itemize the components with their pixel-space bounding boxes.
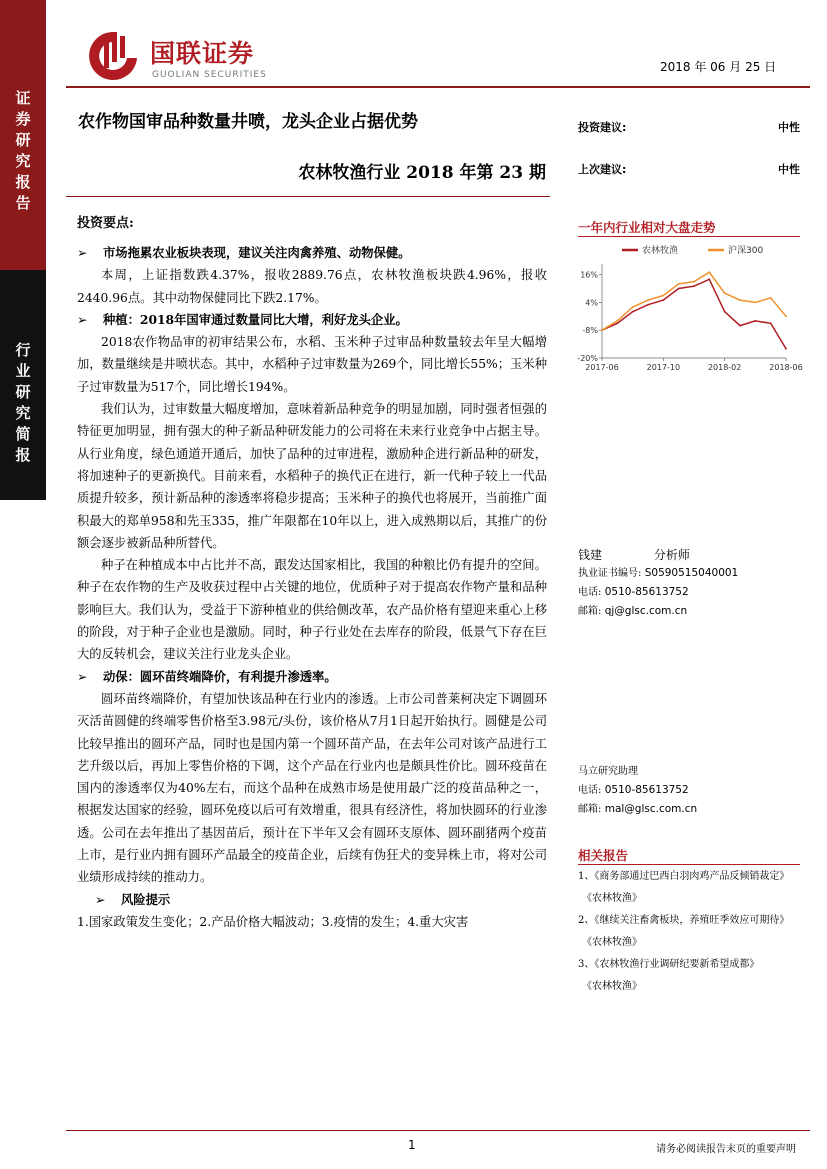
rating-current-value: 中性 <box>778 121 800 134</box>
analyst-block-1 <box>578 546 800 621</box>
data-point <box>739 299 741 301</box>
data-point <box>754 320 756 322</box>
data-point <box>662 295 664 297</box>
data-point <box>770 297 772 299</box>
paragraph-vaccine: 圆环苗终端降价，有望加快该品种在行业内的渗透。上市公司普莱柯决定下调圆环灭活苗圆健的终端零售价格至3.98元/头份，该价格从7月1日起开始执行。圆健是公司比较早推出的圆环产品，同时也是国内第一个圆环苗产品，在去年公司对该产品进行工艺升级以后，再加上零售价格的下调，这个产品在行业内也是颇具性价比。圆环疫苗在国内的渗透率仅为40%左右，而这个品种在成熟市场是使用最广泛的疫苗品种之一，根据发达国家的经验，圆环免疫以后可有效增重，很具有经济性，将加快圆环的行业渗透。公司在去年推出了基因苗后，预计在下半年又会有圆环支原体、圆环副猪两个疫苗上市，是行业内拥有圆环产品最全的疫苗企业，后续有伪狂犬的变异株上市，将对公司业绩形成持续的推动力。 <box>77 691 547 885</box>
report-title: 农作物国审品种数量井喷，龙头企业占据优势 <box>78 112 418 132</box>
legend-label: 农林牧渔 <box>642 246 679 256</box>
arrow-icon: ➢ <box>77 246 88 260</box>
data-point <box>678 288 680 290</box>
analyst-block-2 <box>578 762 800 819</box>
analyst-1-phone: 电话: 0510-85613752 <box>578 586 689 598</box>
brand-name: 国联证券 <box>150 39 255 68</box>
related-heading-rule <box>578 864 800 865</box>
analyst-1-title: 分析师 <box>653 548 690 562</box>
relative-performance-chart <box>574 240 804 380</box>
paragraph-competition: 我们认为，过审数量大幅度增加，意味着新品种竞争的明显加剧，同时强者恒强的特征更加明显，拥有强大的种子新品种研发能力的公司将在未来行业竞争中占据主导。从行业角度，绿色通道开通后，加快了品种的过审进程，激励种企进行新品种的研发，将加速种子的更新换代。目前来看，水稻种子的换代正在进行，新一代种子较上一代品质提升较多，预计新品种的渗透率将稳步提高；玉米种子的换代也将展开，当前推广面积最大的郑单958和先玉335，推广年限都在10年以上，进入成熟期以后，其推广的份额会逐步被新品种所替代。 <box>77 402 547 550</box>
summary-heading: 投资要点: <box>77 216 134 231</box>
data-point <box>785 348 787 350</box>
bullet-risk: ➢ 风险提示 <box>77 889 547 911</box>
related-report-category: 《农林牧渔》 <box>582 981 642 992</box>
data-point <box>616 322 618 324</box>
rating-current-label: 投资建议: <box>578 121 627 134</box>
rating-previous <box>578 161 800 177</box>
page-number: 1 <box>408 1138 416 1152</box>
report-date: 2018 年 06 月 25 日 <box>660 60 777 74</box>
y-tick-label: -20% <box>577 354 598 363</box>
bullet-animal-health: ➢ 动保：圆环苗终端降价，有利提升渗透率。 <box>77 666 547 688</box>
sidebar-label-industry-brief: 行业研究简报 <box>15 341 31 464</box>
data-point <box>693 285 695 287</box>
data-point <box>708 278 710 280</box>
paragraph-approval: 2018农作物品审的初审结果公布，水稻、玉米种子过审品种数量较去年呈大幅增加，数量继续是井喷状态。其中，水稻种子过审数量为269个，同比增长55%；玉米种子过审数量为517个，同比增长194%。 <box>77 335 547 394</box>
analyst-1-email[interactable]: 邮箱: qj@glsc.com.cn <box>578 605 688 617</box>
related-report-item[interactable]: 1、《商务部通过巴西白羽肉鸡产品反倾销裁定》 <box>578 871 790 882</box>
analyst-2-email[interactable]: 邮箱: mal@glsc.com.cn <box>578 803 698 815</box>
y-tick-label: -8% <box>582 326 598 336</box>
data-point <box>739 325 741 327</box>
rating-previous-value: 中性 <box>778 163 800 176</box>
sidebar-top-band <box>0 0 46 270</box>
title-divider <box>66 196 550 197</box>
data-point <box>632 311 634 313</box>
rating-previous-label: 上次建议: <box>578 163 627 176</box>
footer-divider <box>66 1130 810 1131</box>
data-point <box>693 281 695 283</box>
series-line-agriculture <box>602 279 786 348</box>
data-point <box>632 306 634 308</box>
header-divider <box>66 86 810 88</box>
data-point <box>647 299 649 301</box>
x-tick-label: 2018-02 <box>707 363 742 372</box>
data-point <box>708 271 710 273</box>
data-point <box>662 299 664 301</box>
report-subtitle: 农林牧渔行业 2018 年第 23 期 <box>298 163 546 183</box>
sidebar-label-research-report: 证券研究报告 <box>15 89 31 212</box>
related-reports-list <box>578 866 808 998</box>
analyst-2-phone: 电话: 0510-85613752 <box>578 784 689 796</box>
y-tick-label: 4% <box>585 298 598 308</box>
arrow-icon: ➢ <box>77 312 88 327</box>
x-tick-label: 2017-06 <box>585 363 619 372</box>
data-point <box>647 304 649 306</box>
data-point <box>678 283 680 285</box>
analyst-1-cert: 执业证书编号: S0590515040001 <box>578 567 739 579</box>
chart-heading-rule <box>578 236 800 237</box>
rating-current <box>578 119 800 135</box>
arrow-icon: ➢ <box>95 892 106 907</box>
y-tick-label: 16% <box>580 270 598 280</box>
analyst-1-header <box>578 546 800 564</box>
legend-label: 沪深300 <box>728 246 764 256</box>
chart-heading: 一年内行业相对大盘走势 <box>578 220 716 235</box>
x-tick-label: 2018-06 <box>769 363 803 372</box>
related-heading: 相关报告 <box>578 848 629 863</box>
paragraph-market: 本周，上证指数跌4.37%，报收2889.76点，农林牧渔板块跌4.96%，报收2440.96点。其中动物保健同比下跌2.17%。 <box>77 268 547 305</box>
related-report-category: 《农林牧渔》 <box>582 893 642 904</box>
bullet-market: ➢ 市场拖累农业板块表现，建议关注肉禽养殖、动物保健。 <box>77 242 547 264</box>
sidebar-bottom-band <box>0 270 46 500</box>
data-point <box>770 322 772 324</box>
arrow-icon: ➢ <box>77 669 88 684</box>
related-report-category: 《农林牧渔》 <box>582 937 642 948</box>
analyst-1-name: 钱建 <box>578 548 603 562</box>
related-report-item[interactable]: 2、《继续关注畜禽板块，养殖旺季效应可期待》 <box>578 915 790 926</box>
data-point <box>616 320 618 322</box>
guolian-logo-icon <box>82 28 144 82</box>
data-point <box>754 302 756 304</box>
analyst-2-header: 马立研究助理 <box>578 766 638 777</box>
data-point <box>724 311 726 313</box>
main-body <box>77 242 547 933</box>
brand-name-en: GUOLIAN SECURITIES <box>152 70 267 80</box>
x-tick-label: 2017-10 <box>646 363 681 372</box>
data-point <box>724 292 726 294</box>
paragraph-seed-cost: 种子在种植成本中占比并不高，跟发达国家相比，我国的种粮比仍有提升的空间。种子在农作物的生产及收获过程中占关键的地位，优质种子对于提高农作物产量和品种影响巨大。我们认为，受益于下游种植业的供给侧改革，农产品价格有望迎来重心上移的阶段，对于种子企业也是激励。同时，种子行业处在去库存的阶段，低景气下存在巨大的反转机会，建议关注行业龙头企业。 <box>77 558 547 662</box>
data-point <box>785 315 787 317</box>
data-point <box>601 329 603 331</box>
bullet-planting: ➢ 种植：2018年国审通过数量同比大增，利好龙头企业。 <box>77 309 547 331</box>
disclaimer-note: 请务必阅读报告末页的重要声明 <box>656 1144 796 1155</box>
paragraph-risk: 1.国家政策发生变化；2.产品价格大幅波动；3.疫情的发生；4.重大灾害 <box>77 914 469 929</box>
related-report-item[interactable]: 3、《农林牧渔行业调研纪要新希望成都》 <box>578 959 760 970</box>
